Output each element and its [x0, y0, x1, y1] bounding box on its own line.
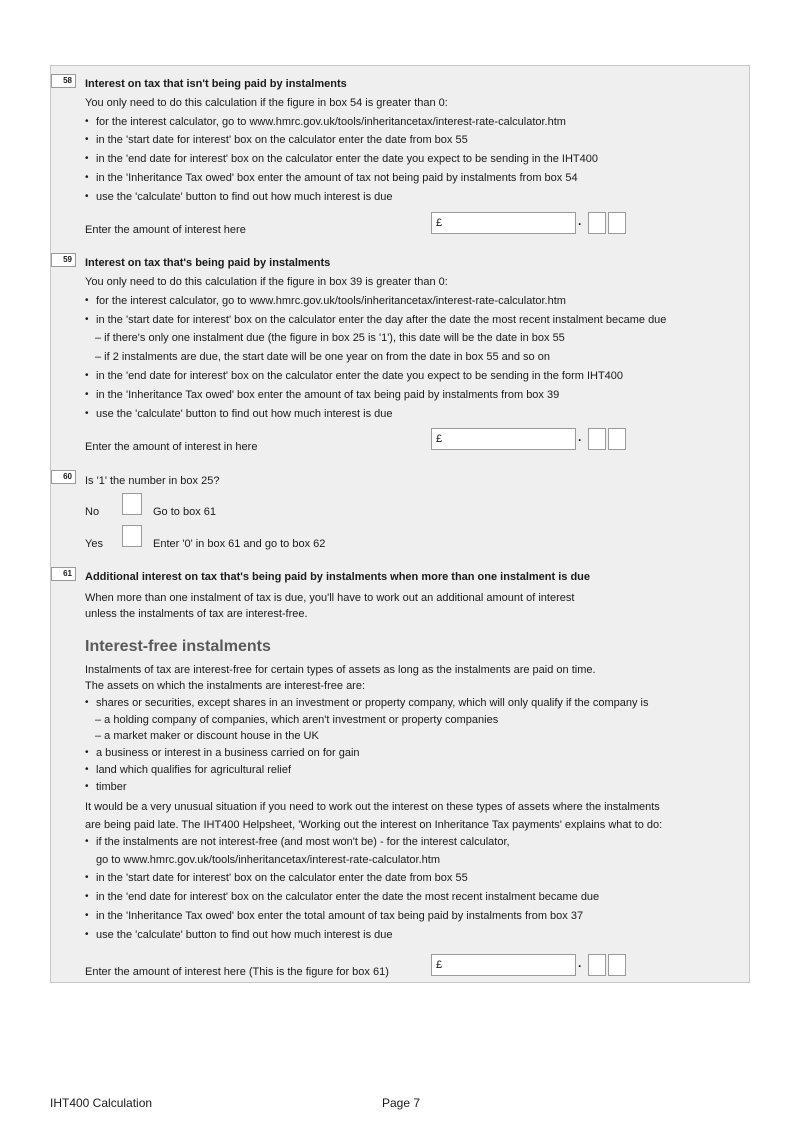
box60-yes-checkbox[interactable] [122, 525, 142, 547]
box60-no-checkbox[interactable] [122, 493, 142, 515]
asset-sub-bullet: – a holding company of companies, which aren't investment or property companies [95, 714, 499, 726]
box58-title: Interest on tax that isn't being paid by instalments [85, 78, 347, 90]
asset-bullet: • land which qualifies for agricultural relief [85, 763, 291, 777]
box58-pence-input-1[interactable] [588, 212, 606, 234]
box61-field-label: Enter the amount of interest here (This is the figure for box 61) [85, 966, 389, 978]
box61-bullet-continued: go to www.hmrc.gov.uk/tools/inheritancetax/interest-rate-calculator.htm [96, 854, 441, 866]
box61-intro: When more than one instalment of tax is due, you'll have to work out an additional amount of interest [85, 592, 575, 604]
box59-bullet: • use the 'calculate' button to find out how much interest is due [85, 407, 393, 421]
box59-sub-bullet: – if there's only one instalment due (the figure in box 25 is '1'), this date will be the date in box 55 [95, 332, 565, 344]
box61-pence-input-1[interactable] [588, 954, 606, 976]
box59-intro: You only need to do this calculation if the figure in box 39 is greater than 0: [85, 276, 448, 288]
box58-bullet: • use the 'calculate' button to find out how much interest is due [85, 190, 393, 204]
box61-paragraph: It would be a very unusual situation if you need to work out the interest on these types of assets where the instalments [85, 801, 660, 813]
footer-form-name: IHT400 Calculation [50, 1096, 153, 1110]
box60-question: Is '1' the number in box 25? [85, 475, 220, 487]
pound-sign: £ [436, 959, 443, 971]
asset-bullet: • shares or securities, except shares in an investment or property company, which will only qualify if the company is [85, 696, 649, 710]
box60-yes-instruction: Enter '0' in box 61 and go to box 62 [153, 538, 326, 550]
box60-no-label: No [85, 506, 100, 518]
box61-bullet: • in the 'start date for interest' box on the calculator enter the date from box 55 [85, 871, 468, 885]
box61-bullet: • use the 'calculate' button to find out how much interest is due [85, 928, 393, 942]
box61-bullet: • in the 'end date for interest' box on the calculator enter the date the most recent instalment became due [85, 890, 599, 904]
box61-paragraph: are being paid late. The IHT400 Helpsheet, 'Working out the interest on Inheritance Tax payments' explains what to do: [85, 819, 663, 831]
box-number-59: 59 [51, 253, 76, 267]
asset-bullet: • a business or interest in a business carried on for gain [85, 746, 360, 760]
box59-title: Interest on tax that's being paid by instalments [85, 257, 331, 269]
box58-intro: You only need to do this calculation if the figure in box 54 is greater than 0: [85, 97, 448, 109]
box59-pounds-input[interactable] [431, 428, 576, 450]
decimal-point: . [578, 430, 582, 444]
box-number-60: 60 [51, 470, 76, 484]
box58-pounds-input[interactable] [431, 212, 576, 234]
box59-sub-bullet: – if 2 instalments are due, the start date will be one year on from the date in box 55 and so on [95, 351, 550, 363]
box59-bullet: • in the 'end date for interest' box on the calculator enter the date you expect to be sending in the form IHT400 [85, 369, 623, 383]
box58-bullet: • in the 'end date for interest' box on the calculator enter the date you expect to be sending in the IHT400 [85, 152, 598, 166]
box61-pounds-input[interactable] [431, 954, 576, 976]
box58-pence-input-2[interactable] [608, 212, 626, 234]
asset-sub-bullet: – a market maker or discount house in the UK [95, 730, 319, 742]
box59-pence-input-1[interactable] [588, 428, 606, 450]
box58-bullet: • for the interest calculator, go to www.hmrc.gov.uk/tools/inheritancetax/interest-rate-calculator.htm [85, 115, 566, 129]
box-number-58: 58 [51, 74, 76, 88]
footer-page-number: Page 7 [382, 1096, 421, 1110]
box61-paragraph: Instalments of tax are interest-free for certain types of assets as long as the instalments are paid on time. [85, 664, 596, 676]
box58-bullet: • in the 'start date for interest' box on the calculator enter the date from box 55 [85, 133, 468, 147]
decimal-point: . [578, 956, 582, 970]
box59-bullet: • in the 'start date for interest' box on the calculator enter the day after the date the most recent instalment became due [85, 313, 666, 327]
box59-field-label: Enter the amount of interest in here [85, 441, 258, 453]
interest-free-heading: Interest-free instalments [85, 638, 271, 655]
box58-bullet: • in the 'Inheritance Tax owed' box enter the amount of tax not being paid by instalments from box 54 [85, 171, 578, 185]
pound-sign: £ [436, 217, 443, 229]
box61-paragraph: The assets on which the instalments are interest-free are: [85, 680, 366, 692]
box59-bullet: • for the interest calculator, go to www.hmrc.gov.uk/tools/inheritancetax/interest-rate-calculator.htm [85, 294, 566, 308]
box61-pence-input-2[interactable] [608, 954, 626, 976]
box59-bullet: • in the 'Inheritance Tax owed' box enter the amount of tax being paid by instalments from box 39 [85, 388, 559, 402]
box61-title: Additional interest on tax that's being paid by instalments when more than one instalment is due [85, 571, 591, 583]
box61-bullet: • if the instalments are not interest-free (and most won't be) - for the interest calculator, [85, 835, 510, 849]
asset-bullet: • timber [85, 780, 127, 794]
box61-bullet: • in the 'Inheritance Tax owed' box enter the total amount of tax being paid by instalments from box 37 [85, 909, 583, 923]
box60-yes-label: Yes [85, 538, 103, 550]
box59-pence-input-2[interactable] [608, 428, 626, 450]
box58-field-label: Enter the amount of interest here [85, 224, 246, 236]
box61-intro: unless the instalments of tax are interest-free. [85, 608, 308, 620]
decimal-point: . [578, 214, 582, 228]
pound-sign: £ [436, 433, 443, 445]
box-number-61: 61 [51, 567, 76, 581]
box60-no-instruction: Go to box 61 [153, 506, 216, 518]
